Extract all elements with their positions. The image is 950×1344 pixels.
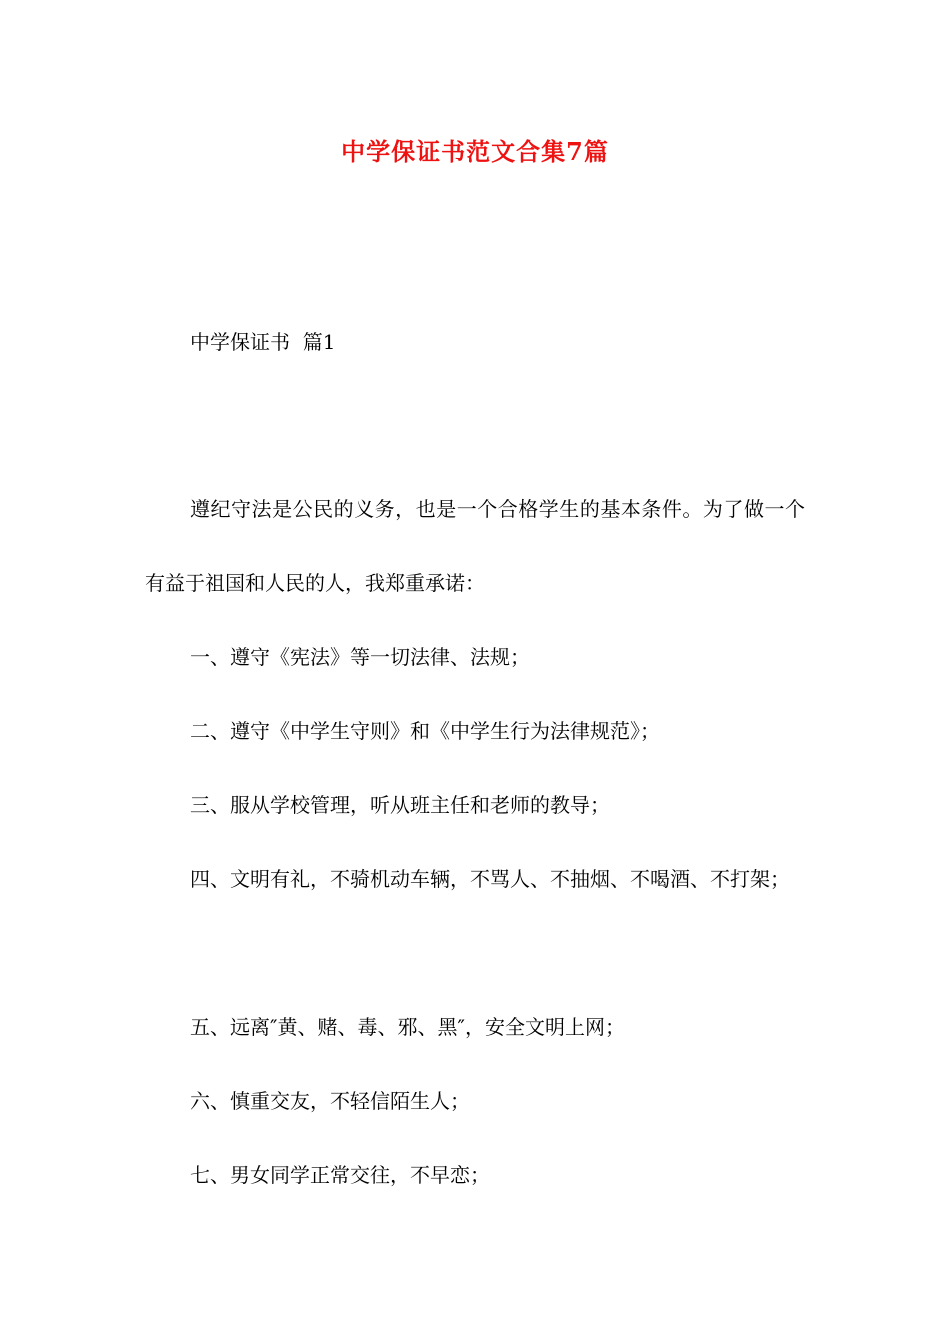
pledge-item-5: 五、远离″黄、赌、毒、邪、黑″，安全文明上网； [190, 1015, 625, 1039]
pledge-item-4: 四、文明有礼，不骑机动车辆，不骂人、不抽烟、不喝酒、不打架； [190, 867, 790, 891]
section-heading: 中学保证书 篇1 [190, 330, 336, 354]
document-title: 中学保证书范文合集7篇 [341, 137, 609, 166]
intro-paragraph: 遵纪守法是公民的义务，也是一个合格学生的基本条件。为了做一个有益于祖国和人民的人，我郑重承诺： [145, 497, 805, 595]
pledge-item-7: 七、男女同学正常交往，不早恋； [190, 1163, 490, 1187]
pledge-item-1: 一、遵守《宪法》等一切法律、法规； [190, 645, 530, 669]
pledge-item-6: 六、慎重交友，不轻信陌生人； [190, 1089, 470, 1113]
pledge-item-3: 三、服从学校管理，听从班主任和老师的教导； [190, 793, 610, 817]
pledge-item-2: 二、遵守《中学生守则》和《中学生行为法律规范》； [190, 719, 660, 743]
